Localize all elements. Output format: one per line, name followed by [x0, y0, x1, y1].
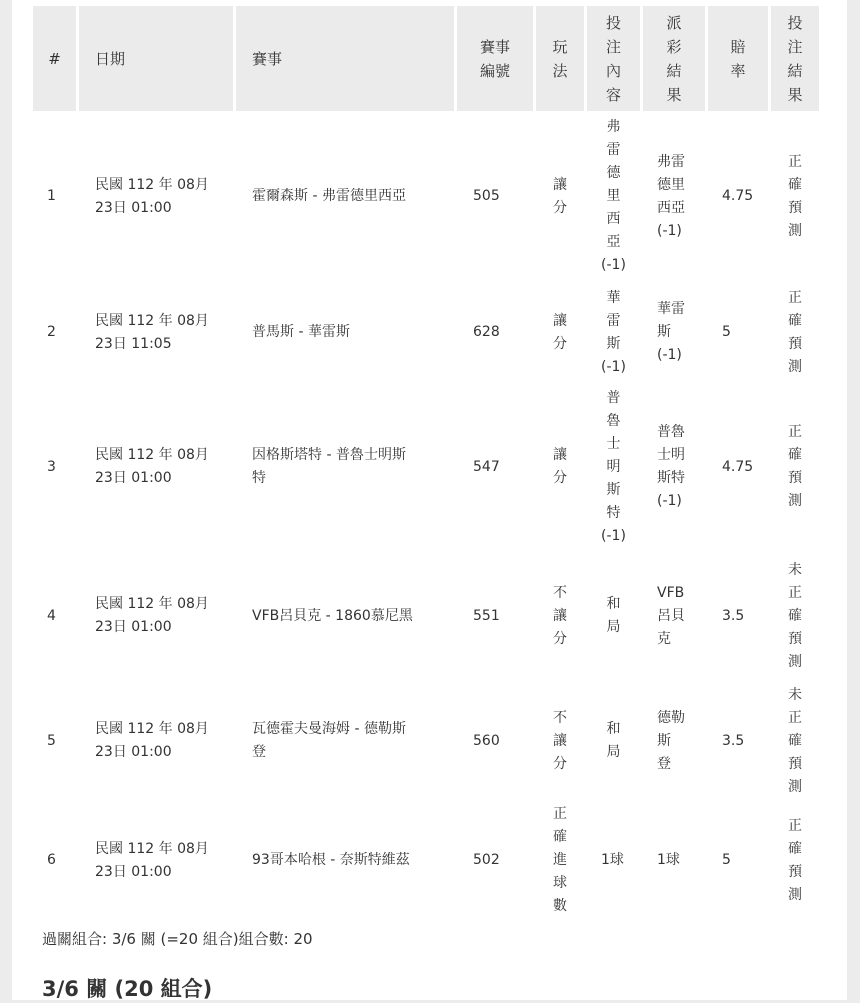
row-date: 民國 112 年 08月 23日 11:05	[95, 312, 209, 352]
row-pick: 1球	[601, 852, 624, 868]
content-panel	[12, 0, 847, 1000]
row-outcome: 正 確 預 測	[788, 424, 802, 509]
col-header-outcome: 投 注 結 果	[771, 6, 819, 111]
row-result: 德勒 斯 登	[657, 709, 685, 772]
table-header-row	[33, 6, 819, 111]
row-index: 3	[47, 458, 56, 475]
row-result: 弗雷 德里 西亞 (-1)	[657, 153, 685, 239]
row-odds: 4.75	[722, 458, 754, 475]
col-header-result: 派 彩 結 果	[643, 6, 705, 111]
col-header-play: 玩 法	[536, 6, 584, 111]
row-event: 瓦德霍夫曼海姆 - 德勒斯 登	[252, 721, 406, 760]
row-outcome: 正 確 預 測	[788, 153, 802, 239]
col-header-pick: 投 注 內 容	[587, 6, 640, 111]
row-date: 民國 112 年 08月 23日 01:00	[95, 447, 209, 486]
row-pick: 華 雷 斯 (-1)	[601, 289, 626, 375]
row-odds: 5	[722, 852, 731, 868]
row-pick: 弗 雷 德 里 西 亞 (-1)	[601, 119, 626, 273]
row-play: 不 讓 分	[553, 709, 567, 772]
row-event: 霍爾森斯 - 弗雷德里西亞	[252, 188, 406, 204]
row-index: 1	[47, 188, 56, 204]
row-outcome: 正 確 預 測	[788, 289, 802, 375]
table-row	[33, 801, 819, 920]
row-index: 6	[47, 852, 56, 868]
row-odds: 3.5	[722, 732, 745, 749]
bet-table	[30, 6, 822, 920]
row-date: 民國 112 年 08月 23日 01:00	[95, 840, 209, 880]
row-outcome: 未 正 確 預 測	[788, 686, 802, 795]
table-row	[33, 681, 819, 801]
row-outcome: 未 正 確 預 測	[788, 561, 802, 670]
combination-summary: 過關組合: 3/6 關 (=20 組合)組合數: 20	[42, 930, 313, 948]
row-odds: 3.5	[722, 607, 745, 624]
col-header-index: #	[33, 6, 76, 111]
row-pick: 和 局	[606, 596, 621, 635]
col-header-event-no: 賽事 編號	[457, 6, 533, 111]
section-title: 3/6 關 (20 組合)	[42, 977, 213, 1001]
row-event: VFB呂貝克 - 1860慕尼黑	[252, 607, 413, 624]
row-event: 普馬斯 - 華雷斯	[252, 324, 350, 340]
table-row	[33, 111, 819, 282]
row-result: 普魯 士明 斯特 (-1)	[657, 424, 685, 509]
col-header-event: 賽事	[236, 6, 454, 111]
row-event-no: 505	[473, 188, 500, 204]
row-play: 不 讓 分	[553, 584, 567, 647]
row-event: 因格斯塔特 - 普魯士明斯 特	[252, 447, 406, 486]
row-result: 1球	[657, 852, 680, 868]
table-row	[33, 282, 819, 383]
col-header-odds: 賠 率	[708, 6, 768, 111]
table-row	[33, 383, 819, 551]
row-event-no: 560	[473, 732, 500, 749]
row-play: 讓 分	[553, 312, 567, 352]
row-odds: 5	[722, 324, 731, 340]
row-index: 5	[47, 732, 56, 749]
row-date: 民國 112 年 08月 23日 01:00	[95, 176, 209, 216]
row-event: 93哥本哈根 - 奈斯特維茲	[252, 852, 410, 868]
row-date: 民國 112 年 08月 23日 01:00	[95, 721, 209, 760]
row-event-no: 547	[473, 458, 500, 475]
row-result: 華雷 斯 (-1)	[657, 301, 685, 363]
row-pick: 普 魯 士 明 斯 特 (-1)	[601, 389, 626, 544]
table-row	[33, 551, 819, 681]
row-index: 2	[47, 324, 56, 340]
row-outcome: 正 確 預 測	[788, 817, 802, 903]
row-result: VFB 呂貝 克	[657, 584, 685, 647]
row-event-no: 551	[473, 607, 500, 624]
row-play: 正 確 進 球 數	[553, 806, 567, 914]
row-odds: 4.75	[722, 188, 754, 204]
row-event-no: 628	[473, 324, 500, 340]
row-pick: 和 局	[606, 721, 621, 760]
col-header-date: 日期	[79, 6, 233, 111]
row-play: 讓 分	[553, 447, 567, 486]
row-index: 4	[47, 607, 56, 624]
row-play: 讓 分	[553, 176, 567, 216]
row-event-no: 502	[473, 852, 500, 868]
row-date: 民國 112 年 08月 23日 01:00	[95, 596, 209, 635]
